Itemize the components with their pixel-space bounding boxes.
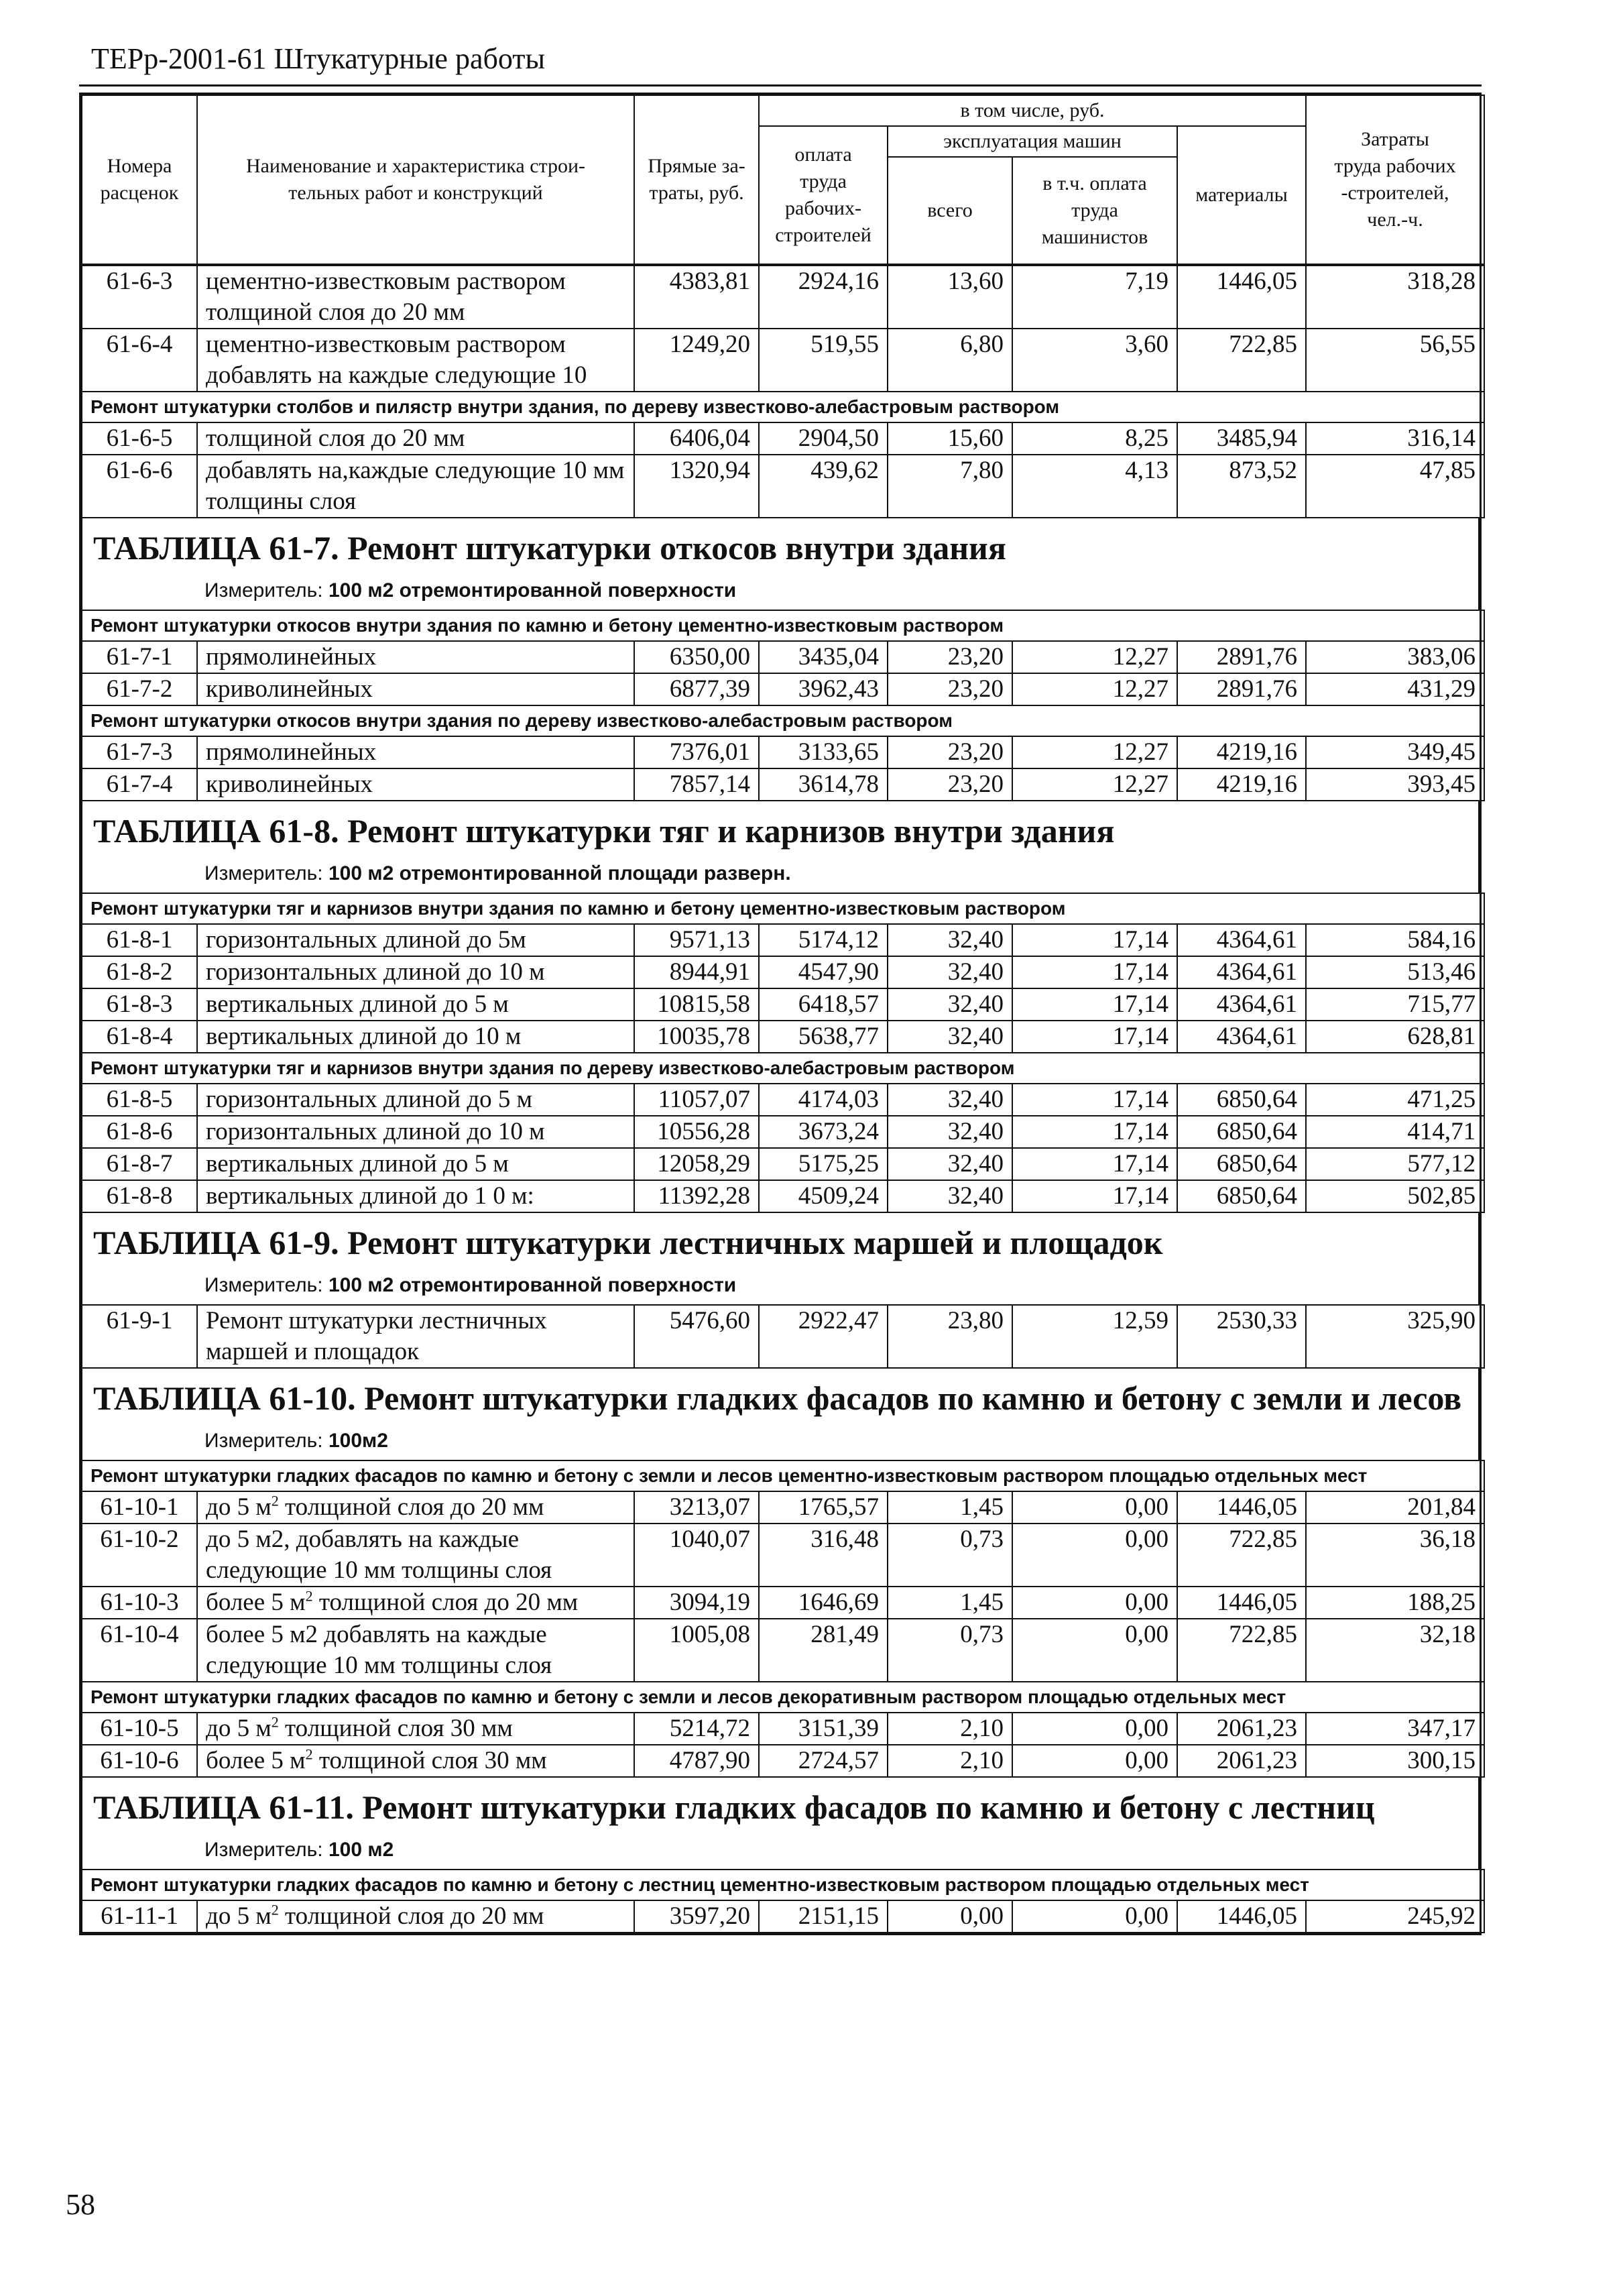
value-materials: 722,85 (1177, 1619, 1306, 1682)
value-direct: 4787,90 (634, 1745, 759, 1777)
value-pay: 3614,78 (759, 768, 888, 801)
rate-code: 61-8-1 (82, 924, 197, 956)
value-materials: 873,52 (1177, 455, 1306, 518)
rate-code: 61-10-3 (82, 1587, 197, 1619)
value-machines: 23,20 (888, 736, 1012, 768)
group-heading: Ремонт штукатурки откосов внутри здания по дереву известково-алебастровым раствором (82, 705, 1484, 736)
work-name: цементно-известковым раствором толщиной слоя до 20 мм (197, 266, 634, 329)
value-machinists: 12,27 (1012, 673, 1177, 705)
work-name: толщиной слоя до 20 мм (197, 422, 634, 455)
col-header-pay: оплата труда рабочих- строителей (759, 126, 888, 264)
work-name (197, 1713, 634, 1745)
rate-code: 61-10-1 (82, 1491, 197, 1524)
rates-table (81, 1304, 1485, 1369)
work-name: до 5 м2, добавлять на каждые следующие 10 мм толщины слоя (197, 1524, 634, 1587)
table-title: ТАБЛИЦА 61-9. Ремонт штукатурки лестничных маршей и площадок (93, 1224, 1163, 1261)
rates-table (81, 265, 1485, 518)
meter-value: 100 м2 отремонтированной площади разверн. (328, 862, 791, 884)
work-name-part: толщиной слоя до 20 мм (278, 1493, 544, 1521)
value-machinists: 17,14 (1012, 988, 1177, 1021)
value-materials: 2530,33 (1177, 1305, 1306, 1368)
group-heading: Ремонт штукатурки гладких фасадов по камню и бетону с земли и лесов декоративным раствором площадью отдельных мест (82, 1682, 1484, 1713)
value-labor: 325,90 (1306, 1305, 1484, 1368)
meter-line (93, 1837, 1467, 1863)
table-title-block (81, 1369, 1480, 1460)
value-materials: 2891,76 (1177, 673, 1306, 705)
table-row (82, 455, 1484, 518)
value-pay: 5175,25 (759, 1148, 888, 1180)
value-machinists: 0,00 (1012, 1524, 1177, 1587)
value-machines: 13,60 (888, 266, 1012, 329)
table-row (82, 1713, 1484, 1745)
value-machinists: 3,60 (1012, 329, 1177, 392)
value-direct: 1249,20 (634, 329, 759, 392)
value-labor: 32,18 (1306, 1619, 1484, 1682)
value-direct: 7857,14 (634, 768, 759, 801)
value-machinists: 17,14 (1012, 924, 1177, 956)
value-direct: 1005,08 (634, 1619, 759, 1682)
value-machines: 0,73 (888, 1619, 1012, 1682)
value-machines: 15,60 (888, 422, 1012, 455)
group-row (82, 705, 1484, 736)
value-pay: 519,55 (759, 329, 888, 392)
value-machinists: 12,27 (1012, 736, 1177, 768)
meter-label: Измеритель: (204, 1274, 323, 1296)
value-labor: 47,85 (1306, 455, 1484, 518)
rates-table (81, 893, 1485, 1213)
table-row (82, 422, 1484, 455)
value-pay: 1646,69 (759, 1587, 888, 1619)
value-labor: 513,46 (1306, 956, 1484, 988)
work-name-part: толщиной слоя до 20 мм (312, 1589, 579, 1616)
work-name-part: толщиной слоя 30 мм (312, 1747, 547, 1774)
work-name-part: до 5 м (206, 1715, 272, 1742)
value-materials: 4364,61 (1177, 988, 1306, 1021)
value-machinists: 12,27 (1012, 641, 1177, 673)
value-pay: 2151,15 (759, 1900, 888, 1933)
value-materials: 6850,64 (1177, 1148, 1306, 1180)
value-machines: 6,80 (888, 329, 1012, 392)
rate-code: 61-10-4 (82, 1619, 197, 1682)
value-labor: 316,14 (1306, 422, 1484, 455)
value-machinists: 17,14 (1012, 1180, 1177, 1212)
work-name: вертикальных длиной до 1 0 м: (197, 1180, 634, 1212)
value-machines: 7,80 (888, 455, 1012, 518)
value-materials: 1446,05 (1177, 1900, 1306, 1933)
table-title: ТАБЛИЦА 61-8. Ремонт штукатурки тяг и карнизов внутри здания (93, 812, 1115, 850)
value-pay: 3133,65 (759, 736, 888, 768)
value-machines: 23,20 (888, 673, 1012, 705)
superscript: 2 (305, 1745, 313, 1763)
meter-label: Измеритель: (204, 862, 323, 884)
work-name: Ремонт штукатурки лестничных маршей и площадок (197, 1305, 634, 1368)
value-machines: 32,40 (888, 956, 1012, 988)
meter-label: Измеритель: (204, 1430, 323, 1452)
rates-document (79, 93, 1482, 1935)
value-materials: 2061,23 (1177, 1713, 1306, 1745)
value-direct: 5214,72 (634, 1713, 759, 1745)
value-machinists: 12,59 (1012, 1305, 1177, 1368)
table-row (82, 1524, 1484, 1587)
work-name-part: до 5 м (206, 1902, 272, 1930)
table-row (82, 641, 1484, 673)
value-machines: 32,40 (888, 988, 1012, 1021)
value-labor: 201,84 (1306, 1491, 1484, 1524)
column-header-table (81, 95, 1485, 265)
value-machines: 23,20 (888, 641, 1012, 673)
work-name-part: до 5 м (206, 1493, 272, 1521)
group-heading: Ремонт штукатурки столбов и пилястр внутри здания, по дереву известково-алебастровым раствором (82, 392, 1484, 422)
table-row (82, 1587, 1484, 1619)
rate-code: 61-6-3 (82, 266, 197, 329)
meter-value: 100 м2 отремонтированной поверхности (328, 579, 737, 601)
value-materials: 1446,05 (1177, 1587, 1306, 1619)
value-materials: 2061,23 (1177, 1745, 1306, 1777)
table-title-block (81, 518, 1480, 610)
value-pay: 1765,57 (759, 1491, 888, 1524)
rate-code: 61-7-4 (82, 768, 197, 801)
work-name (197, 1900, 634, 1933)
value-machinists: 17,14 (1012, 956, 1177, 988)
meter-line (93, 1428, 1467, 1454)
work-name: прямолинейных (197, 641, 634, 673)
rates-table (81, 1460, 1485, 1778)
group-heading: Ремонт штукатурки откосов внутри здания по камню и бетону цементно-известковым раствором (82, 610, 1484, 641)
value-pay: 6418,57 (759, 988, 888, 1021)
value-direct: 4383,81 (634, 266, 759, 329)
value-machines: 2,10 (888, 1745, 1012, 1777)
group-row (82, 392, 1484, 422)
rate-code: 61-9-1 (82, 1305, 197, 1368)
value-pay: 3962,43 (759, 673, 888, 705)
group-row (82, 893, 1484, 924)
value-direct: 6350,00 (634, 641, 759, 673)
group-heading: Ремонт штукатурки гладких фасадов по камню и бетону с лестниц цементно-известковым раствором площадью отдельных мест (82, 1870, 1484, 1900)
table-row (82, 1021, 1484, 1053)
group-row (82, 1053, 1484, 1084)
value-direct: 3213,07 (634, 1491, 759, 1524)
value-pay: 5174,12 (759, 924, 888, 956)
value-machines: 32,40 (888, 1116, 1012, 1148)
value-labor: 245,92 (1306, 1900, 1484, 1933)
value-direct: 3094,19 (634, 1587, 759, 1619)
table-title-block (81, 1778, 1480, 1869)
value-machines: 23,80 (888, 1305, 1012, 1368)
value-labor: 584,16 (1306, 924, 1484, 956)
value-pay: 2904,50 (759, 422, 888, 455)
value-pay: 2924,16 (759, 266, 888, 329)
table-row (82, 736, 1484, 768)
value-pay: 439,62 (759, 455, 888, 518)
value-machines: 1,45 (888, 1587, 1012, 1619)
value-labor: 577,12 (1306, 1148, 1484, 1180)
rate-code: 61-10-6 (82, 1745, 197, 1777)
value-machinists: 17,14 (1012, 1148, 1177, 1180)
meter-value: 100 м2 (328, 1839, 394, 1861)
superscript: 2 (271, 1492, 279, 1509)
table-title-block (81, 1213, 1480, 1304)
value-labor: 414,71 (1306, 1116, 1484, 1148)
value-direct: 11392,28 (634, 1180, 759, 1212)
table-row (82, 1745, 1484, 1777)
value-labor: 383,06 (1306, 641, 1484, 673)
value-labor: 36,18 (1306, 1524, 1484, 1587)
value-machinists: 17,14 (1012, 1116, 1177, 1148)
value-labor: 628,81 (1306, 1021, 1484, 1053)
value-machinists: 17,14 (1012, 1021, 1177, 1053)
value-pay: 2922,47 (759, 1305, 888, 1368)
page-header: ТЕРр-2001-61 Штукатурные работы (91, 42, 546, 75)
value-labor: 715,77 (1306, 988, 1484, 1021)
document-body (81, 265, 1480, 1933)
value-machinists: 0,00 (1012, 1619, 1177, 1682)
value-machines: 32,40 (888, 1021, 1012, 1053)
value-materials: 4219,16 (1177, 736, 1306, 768)
value-materials: 6850,64 (1177, 1180, 1306, 1212)
value-labor: 300,15 (1306, 1745, 1484, 1777)
work-name (197, 1491, 634, 1524)
value-machines: 0,00 (888, 1900, 1012, 1933)
table-row (82, 673, 1484, 705)
value-direct: 6877,39 (634, 673, 759, 705)
table-row (82, 1180, 1484, 1212)
table-row (82, 266, 1484, 329)
meter-label: Измеритель: (204, 579, 323, 601)
value-direct: 3597,20 (634, 1900, 759, 1933)
work-name: вертикальных длиной до 5 м (197, 988, 634, 1021)
table-row (82, 1619, 1484, 1682)
group-heading: Ремонт штукатурки гладких фасадов по камню и бетону с земли и лесов цементно-известковым раствором площадью отдельных мест (82, 1460, 1484, 1491)
value-materials: 722,85 (1177, 1524, 1306, 1587)
page-number: 58 (66, 2188, 95, 2221)
work-name (197, 1745, 634, 1777)
col-header-labor: Затраты труда рабочих -строителей, чел.-ч. (1306, 95, 1484, 264)
value-materials: 4364,61 (1177, 924, 1306, 956)
table-row (82, 1148, 1484, 1180)
value-machinists: 8,25 (1012, 422, 1177, 455)
meter-line (93, 1272, 1467, 1299)
group-row (82, 1682, 1484, 1713)
meter-label: Измеритель: (204, 1839, 323, 1861)
work-name: горизонтальных длиной до 5м (197, 924, 634, 956)
group-row (82, 1460, 1484, 1491)
work-name-part: более 5 м (206, 1589, 306, 1616)
value-machines: 32,40 (888, 1148, 1012, 1180)
work-name (197, 1587, 634, 1619)
value-materials: 4219,16 (1177, 768, 1306, 801)
value-machines: 2,10 (888, 1713, 1012, 1745)
col-header-materials: материалы (1177, 126, 1306, 264)
table-row (82, 1084, 1484, 1116)
value-machinists: 0,00 (1012, 1900, 1177, 1933)
table-title: ТАБЛИЦА 61-10. Ремонт штукатурки гладких фасадов по камню и бетону с земли и лесов (93, 1379, 1462, 1417)
value-machines: 1,45 (888, 1491, 1012, 1524)
work-name: добавлять на,каждые следующие 10 мм толщины слоя (197, 455, 634, 518)
value-labor: 56,55 (1306, 329, 1484, 392)
group-heading: Ремонт штукатурки тяг и карнизов внутри здания по дереву известково-алебастровым раствором (82, 1053, 1484, 1084)
rate-code: 61-7-2 (82, 673, 197, 705)
work-name: цементно-известковым раствором добавлять на каждые следующие 10 (197, 329, 634, 392)
rate-code: 61-11-1 (82, 1900, 197, 1933)
table-title: ТАБЛИЦА 61-7. Ремонт штукатурки откосов внутри здания (93, 529, 1006, 567)
table-row (82, 1116, 1484, 1148)
work-name: горизонтальных длиной до 10 м (197, 1116, 634, 1148)
work-name: горизонтальных длиной до 5 м (197, 1084, 634, 1116)
rate-code: 61-10-5 (82, 1713, 197, 1745)
value-direct: 1320,94 (634, 455, 759, 518)
value-direct: 5476,60 (634, 1305, 759, 1368)
value-materials: 4364,61 (1177, 956, 1306, 988)
value-pay: 4509,24 (759, 1180, 888, 1212)
work-name: криволинейных (197, 768, 634, 801)
work-name-part: толщиной слоя 30 мм (278, 1715, 513, 1742)
value-materials: 722,85 (1177, 329, 1306, 392)
value-pay: 2724,57 (759, 1745, 888, 1777)
value-labor: 471,25 (1306, 1084, 1484, 1116)
rate-code: 61-8-3 (82, 988, 197, 1021)
superscript: 2 (271, 1713, 279, 1731)
rate-code: 61-7-3 (82, 736, 197, 768)
value-materials: 1446,05 (1177, 266, 1306, 329)
work-name-part: более 5 м (206, 1747, 306, 1774)
value-direct: 1040,07 (634, 1524, 759, 1587)
table-title-block (81, 801, 1480, 893)
value-materials: 2891,76 (1177, 641, 1306, 673)
value-machinists: 17,14 (1012, 1084, 1177, 1116)
value-labor: 188,25 (1306, 1587, 1484, 1619)
rate-code: 61-7-1 (82, 641, 197, 673)
value-direct: 6406,04 (634, 422, 759, 455)
meter-line (93, 860, 1467, 887)
meter-value: 100 м2 отремонтированной поверхности (328, 1274, 737, 1296)
col-header-machinists: в т.ч. оплата труда машинистов (1012, 157, 1177, 264)
table-row (82, 1900, 1484, 1933)
work-name: вертикальных длиной до 10 м (197, 1021, 634, 1053)
group-row (82, 1870, 1484, 1900)
meter-line (93, 577, 1467, 604)
header-rule (79, 84, 1482, 87)
group-heading: Ремонт штукатурки тяг и карнизов внутри здания по камню и бетону цементно-известковым раствором (82, 893, 1484, 924)
group-row (82, 610, 1484, 641)
col-header-direct: Прямые за- траты, руб. (634, 95, 759, 264)
value-labor: 502,85 (1306, 1180, 1484, 1212)
value-direct: 8944,91 (634, 956, 759, 988)
value-labor: 393,45 (1306, 768, 1484, 801)
value-machines: 0,73 (888, 1524, 1012, 1587)
work-name-part: толщиной слоя до 20 мм (278, 1902, 544, 1930)
rate-code: 61-6-6 (82, 455, 197, 518)
rate-code: 61-6-5 (82, 422, 197, 455)
value-direct: 12058,29 (634, 1148, 759, 1180)
meter-value: 100м2 (328, 1430, 388, 1452)
col-header-name: Наименование и характеристика строи- тельных работ и конструкций (197, 95, 634, 264)
value-materials: 6850,64 (1177, 1084, 1306, 1116)
value-machines: 32,40 (888, 1084, 1012, 1116)
value-labor: 349,45 (1306, 736, 1484, 768)
value-machinists: 0,00 (1012, 1491, 1177, 1524)
value-pay: 3151,39 (759, 1713, 888, 1745)
value-pay: 4547,90 (759, 956, 888, 988)
value-labor: 431,29 (1306, 673, 1484, 705)
work-name: криволинейных (197, 673, 634, 705)
value-machinists: 0,00 (1012, 1745, 1177, 1777)
value-pay: 281,49 (759, 1619, 888, 1682)
value-pay: 3435,04 (759, 641, 888, 673)
col-header-including: в том числе, руб. (759, 95, 1306, 126)
rate-code: 61-8-7 (82, 1148, 197, 1180)
table-row (82, 1305, 1484, 1368)
value-labor: 318,28 (1306, 266, 1484, 329)
value-pay: 3673,24 (759, 1116, 888, 1148)
work-name: более 5 м2 добавлять на каждые следующие 10 мм толщины слоя (197, 1619, 634, 1682)
value-machines: 32,40 (888, 924, 1012, 956)
value-direct: 7376,01 (634, 736, 759, 768)
rate-code: 61-8-8 (82, 1180, 197, 1212)
table-row (82, 329, 1484, 392)
value-machines: 32,40 (888, 1180, 1012, 1212)
value-materials: 1446,05 (1177, 1491, 1306, 1524)
table-row (82, 988, 1484, 1021)
rate-code: 61-8-6 (82, 1116, 197, 1148)
work-name: вертикальных длиной до 5 м (197, 1148, 634, 1180)
work-name: горизонтальных длиной до 10 м (197, 956, 634, 988)
value-direct: 10556,28 (634, 1116, 759, 1148)
table-row (82, 924, 1484, 956)
rate-code: 61-6-4 (82, 329, 197, 392)
value-machinists: 4,13 (1012, 455, 1177, 518)
value-machinists: 0,00 (1012, 1713, 1177, 1745)
rate-code: 61-8-4 (82, 1021, 197, 1053)
rate-code: 61-8-2 (82, 956, 197, 988)
value-labor: 347,17 (1306, 1713, 1484, 1745)
col-header-machines-total: всего (888, 157, 1012, 264)
table-title: ТАБЛИЦА 61-11. Ремонт штукатурки гладких фасадов по камню и бетону с лестниц (93, 1788, 1375, 1826)
rate-code: 61-8-5 (82, 1084, 197, 1116)
value-direct: 11057,07 (634, 1084, 759, 1116)
value-machines: 23,20 (888, 768, 1012, 801)
value-materials: 6850,64 (1177, 1116, 1306, 1148)
rate-code: 61-10-2 (82, 1524, 197, 1587)
value-direct: 9571,13 (634, 924, 759, 956)
value-materials: 4364,61 (1177, 1021, 1306, 1053)
col-header-code: Номера расценок (82, 95, 197, 264)
rates-table (81, 610, 1485, 801)
value-materials: 3485,94 (1177, 422, 1306, 455)
rates-table (81, 1869, 1485, 1933)
value-pay: 5638,77 (759, 1021, 888, 1053)
col-header-machines: эксплуатация машин (888, 126, 1177, 157)
value-pay: 316,48 (759, 1524, 888, 1587)
value-pay: 4174,03 (759, 1084, 888, 1116)
table-row (82, 768, 1484, 801)
superscript: 2 (271, 1901, 279, 1918)
value-machinists: 0,00 (1012, 1587, 1177, 1619)
value-direct: 10815,58 (634, 988, 759, 1021)
value-machinists: 7,19 (1012, 266, 1177, 329)
value-machinists: 12,27 (1012, 768, 1177, 801)
value-direct: 10035,78 (634, 1021, 759, 1053)
table-row (82, 956, 1484, 988)
work-name: прямолинейных (197, 736, 634, 768)
table-row (82, 1491, 1484, 1524)
superscript: 2 (305, 1587, 313, 1605)
